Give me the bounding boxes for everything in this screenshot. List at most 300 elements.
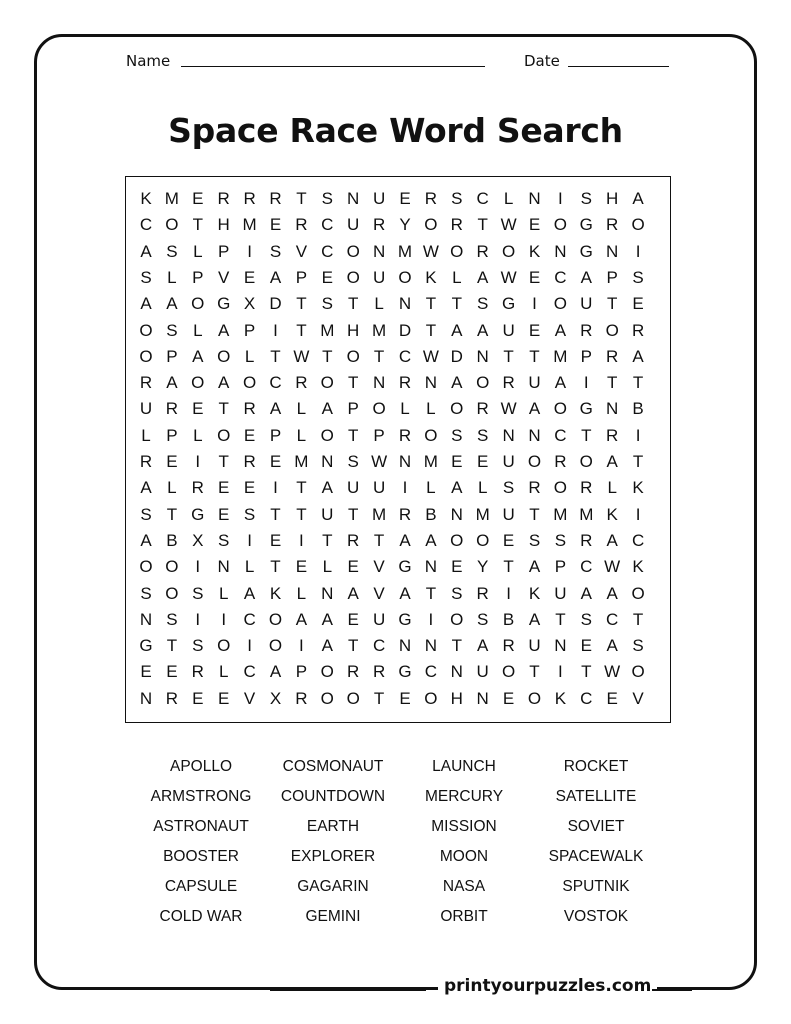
grid-letter: P [580,346,592,366]
grid-letter: A [218,373,230,393]
grid-letter: C [398,346,412,366]
grid-letter: T [166,636,178,656]
grid-letter: O [165,583,179,603]
grid-letter: R [243,452,256,471]
grid-letter: M [397,241,413,261]
grid-letter: C [476,189,489,208]
grid-letter: E [269,215,282,235]
grid-letter: A [166,294,178,314]
grid-letter: E [243,425,256,445]
page-title: Space Race Word Search [168,111,623,150]
grid-letter: M [372,504,387,524]
grid-letter: E [321,267,333,287]
grid-letter: R [502,373,515,393]
grid-letter: T [451,294,462,314]
date-input-line[interactable] [568,66,669,67]
grid-letter: W [604,662,621,682]
grid-letter: A [192,346,204,366]
grid-letter: O [501,241,516,261]
grid-letter: I [299,530,304,550]
grid-letter: E [451,557,463,577]
word-list-item: COUNTDOWN [280,788,386,805]
grid-letter: N [217,557,230,577]
grid-letter: A [528,609,541,629]
grid-letter: L [193,320,203,340]
grid-letter: E [632,294,644,314]
grid-letter: T [270,346,281,366]
grid-letter: R [606,425,619,445]
grid-letter: L [426,399,436,419]
grid-letter: L [400,399,410,419]
grid-letter: P [166,425,178,445]
grid-letter: O [346,688,360,708]
grid-letter: E [192,399,204,419]
grid-letter: D [398,320,412,340]
grid-letter: T [606,373,618,393]
grid-letter: S [580,189,592,208]
grid-letter: L [296,399,307,419]
grid-letter: O [320,662,334,682]
word-list-item: SPUTNIK [562,878,630,895]
word-list-item: ROCKET [563,758,629,775]
grid-letter: O [217,636,231,656]
grid-letter: E [399,688,411,708]
grid-letter: A [528,557,541,577]
grid-letter: T [192,215,203,235]
grid-letter: O [398,267,412,287]
grid-letter: L [244,557,255,577]
grid-letter: A [321,399,333,419]
grid-letter: M [320,320,335,340]
grid-letter: R [191,662,204,682]
grid-letter: U [139,399,153,419]
grid-letter: N [424,557,438,577]
grid-letter: O [501,662,516,682]
grid-letter: N [372,241,386,261]
word-list-item: SPACEWALK [548,848,644,865]
grid-letter: R [424,189,438,208]
grid-letter: O [553,215,567,235]
grid-letter: X [243,294,256,314]
grid-letter: L [452,267,462,287]
grid-letter: S [477,425,489,445]
grid-letter: S [166,609,178,629]
grid-letter: I [558,662,563,682]
grid-letter: K [269,583,282,603]
grid-letter: T [477,215,488,235]
grid-letter: E [451,452,463,471]
grid-letter: E [502,688,515,708]
grid-letter: S [321,189,333,208]
grid-letter: E [347,609,359,629]
grid-letter: O [320,425,334,445]
grid-letter: S [140,583,152,603]
grid-letter: O [217,346,231,366]
grid-letter: O [631,662,645,682]
grid-letter: X [192,530,204,550]
grid-letter: S [243,504,256,524]
grid-letter: A [269,662,282,682]
grid-letter: R [165,399,179,419]
grid-letter: S [166,241,178,261]
word-list-item: SATELLITE [555,788,637,805]
grid-letter: T [606,294,618,314]
grid-letter: T [632,609,644,629]
grid-letter: E [218,688,230,708]
grid-letter: U [321,504,334,524]
grid-letter: S [451,583,463,603]
grid-letter: A [140,478,152,498]
grid-letter: I [195,557,201,577]
grid-letter: O [191,294,205,314]
grid-letter: B [425,504,437,524]
grid-letter: L [374,294,384,314]
grid-letter: L [322,557,333,577]
grid-letter: I [635,425,641,445]
grid-letter: A [295,609,308,629]
grid-letter: O [527,452,542,471]
grid-letter: O [605,320,619,340]
grid-letter: R [165,688,179,708]
word-list-item: MISSION [431,818,497,835]
grid-letter: R [243,399,256,419]
grid-letter: T [529,346,540,366]
grid-letter: I [506,583,511,603]
grid-letter: O [476,530,490,550]
grid-letter: L [477,478,488,498]
grid-letter: V [218,267,230,287]
grid-letter: O [527,688,542,708]
grid-letter: L [426,478,436,498]
grid-letter: W [293,346,310,366]
grid-letter: R [398,504,412,524]
grid-letter: N [321,452,334,471]
grid-letter: E [269,530,282,550]
grid-letter: W [422,241,439,261]
grid-letter: I [195,452,201,471]
grid-letter: M [553,504,568,524]
grid-letter: O [579,452,593,471]
grid-letter: Y [399,215,411,235]
grid-letter: C [139,215,153,235]
grid-letter: O [346,241,360,261]
grid-letter: G [579,241,593,261]
grid-letter: O [268,636,283,656]
footer-divider-left [270,989,426,991]
grid-letter: R [347,662,360,682]
grid-letter: T [373,346,385,366]
grid-letter: A [399,583,411,603]
grid-letter: K [606,504,618,524]
grid-letter: O [631,583,645,603]
grid-letter: N [424,373,438,393]
grid-letter: A [451,320,463,340]
grid-letter: P [295,267,308,287]
grid-letter: S [192,583,204,603]
grid-letter: O [165,557,179,577]
grid-letter: P [347,399,359,419]
grid-letter: R [139,452,153,471]
grid-letter: A [528,399,541,419]
grid-letter: R [398,425,412,445]
grid-letter: U [372,267,386,287]
grid-letter: S [632,267,644,287]
grid-letter: A [477,267,489,287]
grid-letter: E [140,662,152,682]
grid-letter: E [477,452,489,471]
grid-letter: N [321,583,334,603]
grid-letter: C [243,662,256,682]
grid-letter: M [294,452,309,471]
grid-letter: P [269,425,282,445]
grid-letter: T [218,399,229,419]
grid-letter: T [270,504,281,524]
grid-letter: T [296,189,307,208]
grid-letter: U [372,478,386,498]
grid-letter: L [607,478,617,498]
grid-letter: S [632,636,644,656]
grid-letter: C [606,609,619,629]
grid-letter: N [554,241,567,261]
grid-letter: U [528,373,541,393]
grid-letter: A [606,636,618,656]
grid-letter: A [140,294,152,314]
grid-letter: A [477,320,489,340]
grid-letter: T [555,609,566,629]
grid-letter: G [139,636,153,656]
grid-letter: T [503,346,514,366]
grid-letter: R [372,215,386,235]
grid-letter: T [322,346,333,366]
grid-letter: E [166,662,178,682]
grid-letter: N [476,346,489,366]
grid-letter: P [606,267,618,287]
grid-letter: U [372,189,386,208]
grid-letter: E [580,636,592,656]
grid-letter: B [632,399,644,419]
grid-letter: R [631,320,645,340]
grid-letter: S [502,478,515,498]
grid-letter: A [632,189,644,208]
grid-letter: N [528,189,541,208]
grid-letter: A [140,241,152,261]
grid-letter: D [269,294,282,314]
grid-letter: N [424,636,438,656]
grid-letter: R [528,478,541,498]
grid-letter: T [347,294,359,314]
grid-letter: O [165,215,179,235]
grid-letter: R [476,241,489,261]
grid-letter: E [502,530,515,550]
grid-letter: G [191,504,205,524]
grid-letter: C [321,215,334,235]
grid-letter: R [554,452,567,471]
grid-letter: C [424,662,438,682]
grid-letter: A [243,583,256,603]
word-list-item: SOVIET [567,818,625,835]
grid-letter: E [243,478,256,498]
grid-letter: A [321,636,333,656]
grid-letter: O [450,241,464,261]
word-list-item: APOLLO [169,758,233,775]
grid-letter: G [398,662,412,682]
grid-letter: O [424,688,438,708]
grid-letter: O [450,530,464,550]
grid-letter: R [450,215,463,235]
grid-letter: L [193,241,203,261]
grid-letter: W [500,215,517,235]
grid-letter: X [269,688,282,708]
grid-letter: O [553,399,567,419]
grid-letter: P [554,557,567,577]
grid-letter: K [528,583,541,603]
grid-letter: S [269,241,282,261]
grid-letter: M [423,452,438,471]
grid-letter: N [372,373,386,393]
grid-letter: G [579,399,593,419]
grid-letter: P [243,320,256,340]
grid-letter: C [321,241,334,261]
grid-letter: E [192,688,204,708]
grid-letter: L [167,478,177,498]
grid-letter: R [295,373,308,393]
grid-letter: I [558,189,563,208]
word-list-item: NASA [442,878,486,895]
grid-letter: T [373,688,385,708]
grid-letter: R [243,189,256,208]
grid-letter: K [528,241,541,261]
grid-letter: S [477,609,489,629]
grid-letter: T [296,504,307,524]
word-list-item: MOON [439,848,489,865]
grid-letter: K [140,189,152,208]
grid-letter: T [166,504,178,524]
grid-letter: R [269,189,282,208]
grid-letter: S [192,636,204,656]
grid-letter: Y [477,557,489,577]
grid-letter: E [606,688,618,708]
grid-letter: A [451,478,463,498]
grid-letter: E [166,452,178,471]
grid-letter: C [631,530,645,550]
grid-letter: K [425,267,437,287]
grid-letter: T [347,504,359,524]
footer-divider-right [652,989,692,991]
grid-letter: O [476,373,490,393]
grid-letter: E [528,267,541,287]
grid-letter: N [450,504,463,524]
letter-grid [125,176,671,723]
grid-letter: I [273,320,278,340]
grid-letter: O [139,320,153,340]
grid-letter: A [321,478,333,498]
grid-letter: S [347,452,359,471]
grid-letter: A [477,636,489,656]
grid-letter: R [372,662,386,682]
grid-letter: P [295,662,308,682]
grid-letter: A [321,609,333,629]
word-list-item: GAGARIN [297,878,369,895]
grid-letter: I [247,636,252,656]
grid-letter: S [554,530,567,550]
grid-letter: I [299,636,304,656]
grid-letter: O [268,609,283,629]
grid-letter: M [475,504,490,524]
grid-letter: U [502,504,515,524]
grid-letter: A [269,267,282,287]
grid-letter: L [296,425,307,445]
grid-letter: B [502,609,515,629]
grid-letter: H [606,189,619,208]
word-list-item: BOOSTER [163,848,239,865]
word-list-item: LAUNCH [432,758,496,775]
grid-letter: T [296,320,307,340]
word-list-item: MERCURY [424,788,504,805]
grid-letter: T [425,320,437,340]
grid-letter: M [372,320,387,340]
grid-letter: N [606,399,619,419]
grid-letter: E [269,452,282,471]
grid-letter: I [247,530,252,550]
grid-letter: S [166,320,178,340]
grid-letter: A [554,320,567,340]
grid-letter: W [500,267,517,287]
word-list-item: ARMSTRONG [150,788,252,805]
grid-letter: E [528,320,541,340]
grid-letter: G [398,609,412,629]
grid-letter: A [580,267,592,287]
grid-letter: T [218,452,229,471]
grid-letter: N [528,425,541,445]
grid-letter: O [242,373,257,393]
grid-letter: N [398,636,412,656]
grid-letter: G [501,294,516,314]
grid-letter: T [373,530,385,550]
grid-letter: U [580,294,593,314]
grid-letter: E [399,189,411,208]
grid-letter: L [244,346,255,366]
grid-letter: V [373,583,385,603]
grid-letter: E [243,267,256,287]
grid-letter: I [532,294,537,314]
grid-letter: K [632,478,644,498]
grid-letter: U [502,320,515,340]
grid-letter: U [502,452,515,471]
grid-letter: L [141,425,151,445]
grid-letter: L [167,267,177,287]
grid-letter: O [450,609,464,629]
grid-letter: A [606,530,618,550]
grid-letter: T [581,425,592,445]
grid-letter: T [581,662,592,682]
grid-letter: I [583,373,589,393]
grid-letter: H [217,215,230,235]
grid-letter: I [402,478,408,498]
name-input-line[interactable] [181,66,485,67]
grid-letter: T [632,373,644,393]
grid-letter: R [580,320,593,340]
grid-letter: U [476,662,489,682]
grid-letter: O [320,373,334,393]
grid-letter: E [192,189,204,208]
grid-letter: N [554,636,567,656]
grid-letter: K [632,557,644,577]
grid-letter: N [502,425,515,445]
grid-letter: T [529,662,540,682]
grid-letter: O [424,425,438,445]
grid-letter: S [140,267,152,287]
grid-letter: A [399,530,411,550]
